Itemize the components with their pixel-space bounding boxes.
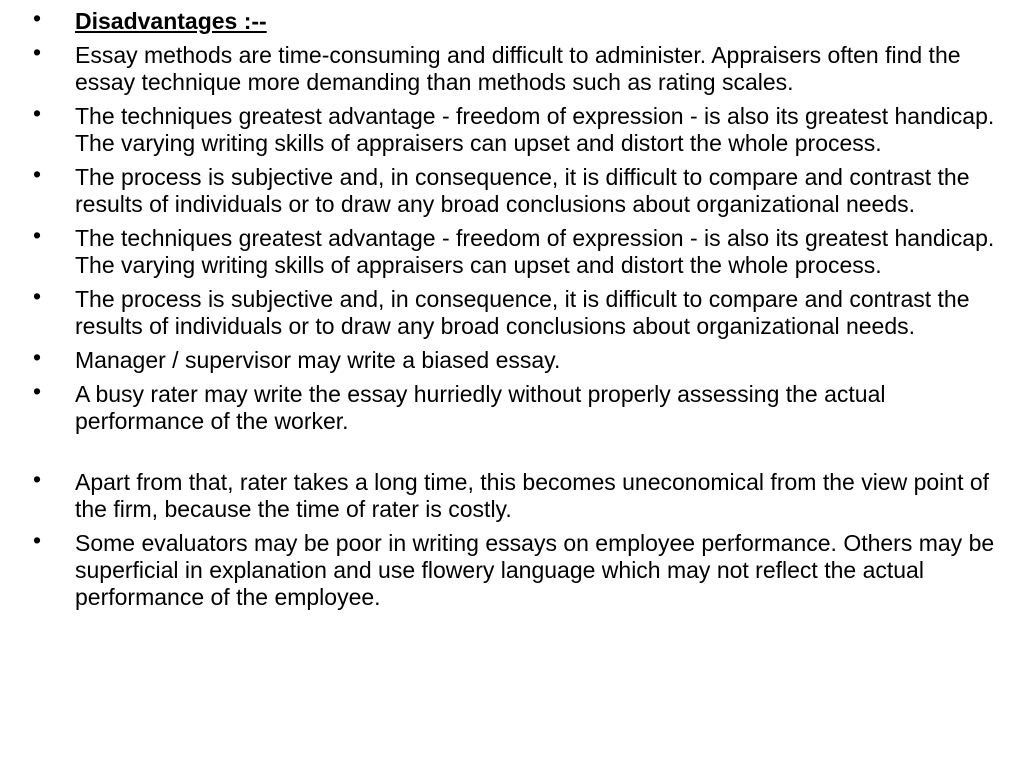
bullet-icon: • bbox=[33, 100, 42, 126]
bullet-list bbox=[33, 5, 1013, 618]
bullet-icon: • bbox=[33, 222, 42, 248]
list-item-heading bbox=[33, 5, 1013, 35]
bullet-icon: • bbox=[33, 283, 42, 309]
list-item bbox=[33, 222, 1013, 279]
list-item-text: Apart from that, rater takes a long time, this becomes uneconomical from the view point of the firm, because the time of rater is costly. bbox=[75, 469, 990, 522]
list-item-text: A busy rater may write the essay hurriedly without properly assessing the actual performance of the worker. bbox=[75, 381, 886, 434]
bullet-icon: • bbox=[33, 161, 42, 187]
bullet-icon: • bbox=[33, 5, 42, 31]
list-item bbox=[33, 344, 1013, 374]
list-item bbox=[33, 378, 1013, 435]
list-item-text: The techniques greatest advantage - freedom of expression - is also its greatest handicap. The varying writing skills of appraisers can upset and distort the whole process. bbox=[75, 225, 995, 278]
bullet-icon: • bbox=[33, 39, 42, 65]
list-item-text: The process is subjective and, in consequence, it is difficult to compare and contrast the results of individuals or to draw any broad conclusions about organizational needs. bbox=[75, 164, 970, 217]
list-item bbox=[33, 283, 1013, 340]
list-item-text: Some evaluators may be poor in writing essays on employee performance. Others may be superficial in explanation and use flowery language which may not reflect the actual performance of the employee. bbox=[75, 530, 995, 610]
list-item-text: Essay methods are time-consuming and difficult to administer. Appraisers often find the essay technique more demanding than methods such as rating scales. bbox=[75, 42, 961, 95]
list-item bbox=[33, 527, 1013, 611]
list-item bbox=[33, 100, 1013, 157]
bullet-icon: • bbox=[33, 378, 42, 404]
list-item bbox=[33, 39, 1013, 96]
list-item-text: The process is subjective and, in consequence, it is difficult to compare and contrast the results of individuals or to draw any broad conclusions about organizational needs. bbox=[75, 286, 970, 339]
bullet-icon: • bbox=[33, 466, 42, 492]
list-item-text: Manager / supervisor may write a biased essay. bbox=[75, 347, 561, 373]
list-item bbox=[33, 161, 1013, 218]
slide-heading: Disadvantages :-- bbox=[75, 8, 267, 34]
list-item bbox=[33, 466, 1013, 523]
list-item-text: The techniques greatest advantage - freedom of expression - is also its greatest handicap. The varying writing skills of appraisers can upset and distort the whole process. bbox=[75, 103, 995, 156]
bullet-icon: • bbox=[33, 527, 42, 553]
bullet-icon: • bbox=[33, 344, 42, 370]
